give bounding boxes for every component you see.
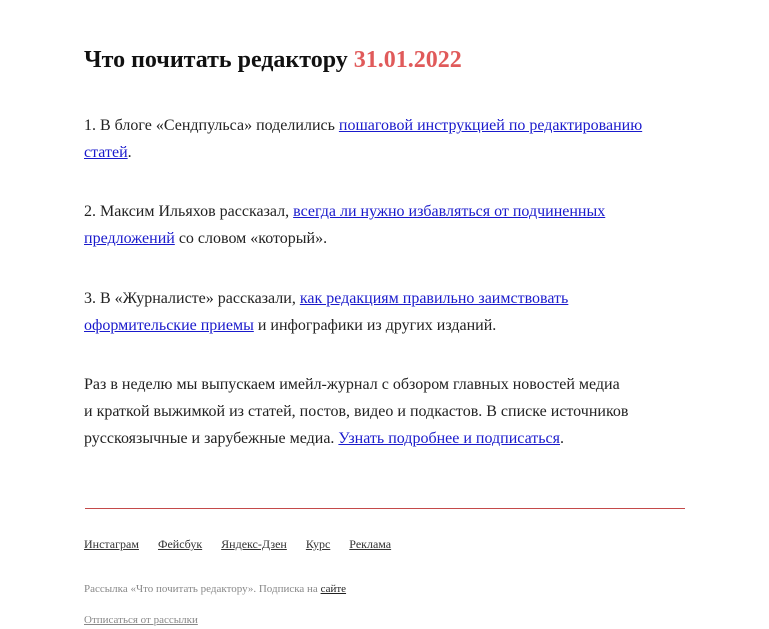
news-item-2 xyxy=(84,198,659,252)
about-line: русскоязычные и зарубежные медиа. xyxy=(84,430,339,447)
about-line-end: . xyxy=(560,430,565,447)
site-link[interactable]: сайте xyxy=(320,583,347,595)
news-item-1 xyxy=(84,112,659,166)
news-item-text: 3. В «Журналисте» рассказали, xyxy=(84,290,300,307)
footer-link-yandex-zen[interactable]: Яндекс-Дзен xyxy=(221,537,287,551)
news-item-text: со словом «который». xyxy=(174,230,328,247)
news-item-link[interactable]: пошаговой инструкцией по редактированию статей xyxy=(84,117,643,161)
news-item-text: 1. В блоге «Сендпульса» поделились xyxy=(84,117,339,134)
page-title xyxy=(84,44,462,76)
title-text: Что почитать редактору xyxy=(84,47,348,73)
about-paragraph xyxy=(84,371,659,452)
news-item-text: . xyxy=(127,144,132,161)
footer-link-facebook[interactable]: Фейсбук xyxy=(157,537,203,551)
unsubscribe xyxy=(84,614,198,627)
issue-date: 31.01.2022 xyxy=(353,47,462,73)
news-item-link[interactable]: всегда ли нужно избавляться от подчиненных предложений xyxy=(84,203,606,247)
footer-link-instagram[interactable]: Инстаграм xyxy=(84,537,139,551)
unsubscribe-link[interactable]: Отписаться от рассылки xyxy=(84,614,198,626)
footer-divider xyxy=(85,508,685,509)
footer-links xyxy=(84,537,410,551)
about-line: и краткой выжимкой из статей, постов, видео и подкастов. В списке источников xyxy=(84,403,629,420)
news-item-3 xyxy=(84,285,659,339)
subscribe-link[interactable]: Узнать подробнее и подписаться xyxy=(338,430,561,447)
footer-note-text: Рассылка «Что почитать редактору». Подписка на xyxy=(84,583,321,595)
news-item-text: 2. Максим Ильяхов рассказал, xyxy=(84,203,294,220)
about-line: Раз в неделю мы выпускаем имейл-журнал с обзором главных новостей медиа xyxy=(84,376,620,393)
news-item-text: и инфографики из других изданий. xyxy=(253,317,497,334)
footer-link-course[interactable]: Курс xyxy=(305,537,331,551)
news-item-link[interactable]: как редакциям правильно заимствовать оформительские приемы xyxy=(84,290,569,334)
footer-link-ads[interactable]: Реклама xyxy=(349,537,392,551)
footer-note xyxy=(84,583,346,596)
